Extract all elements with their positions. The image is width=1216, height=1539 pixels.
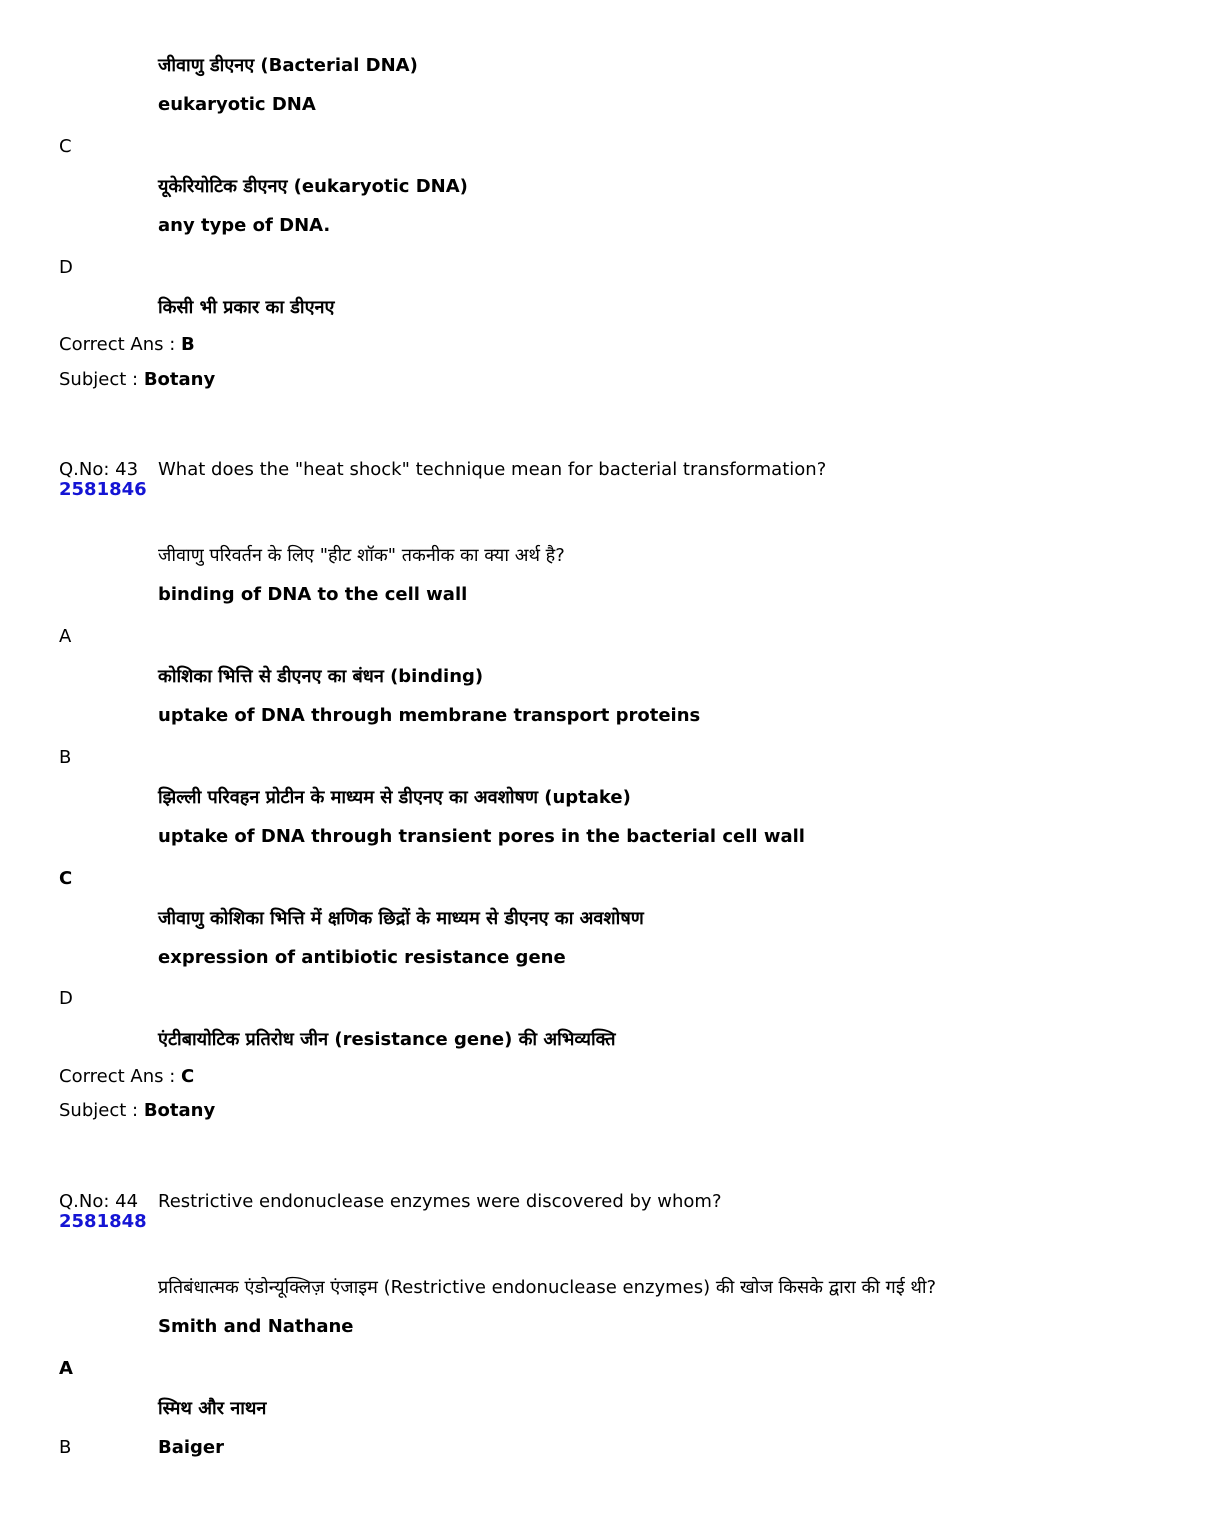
- q44-question-hindi: प्रतिबंधात्मक एंडोन्यूक्लिज़ एंजाइम (Restrictive endonuclease enzymes) की खोज किसके द्वारा की गई थी?: [158, 1277, 937, 1298]
- subject-value: Botany: [143, 1100, 216, 1121]
- q43-subject: [59, 1102, 215, 1120]
- correct-answer-label: Correct Ans :: [59, 1066, 176, 1087]
- q43-option-b-english: uptake of DNA through membrane transport proteins: [158, 705, 701, 726]
- q43-question-english: What does the "heat shock" technique mean for bacterial transformation?: [158, 459, 827, 480]
- q44-question-id: 2581848: [59, 1211, 147, 1232]
- q43-option-a-english: binding of DNA to the cell wall: [158, 584, 468, 605]
- q42-option-d-letter: D: [59, 257, 73, 278]
- q42-option-b-hindi: जीवाणु डीएनए (Bacterial DNA): [158, 55, 418, 76]
- q43-option-c-hindi: जीवाणु कोशिका भित्ति में क्षणिक छिद्रों के माध्यम से डीएनए का अवशोषण: [158, 908, 644, 929]
- q42-subject: [59, 371, 215, 389]
- subject-label: Subject :: [59, 1100, 139, 1121]
- q42-option-c-hindi: यूकेरियोटिक डीएनए (eukaryotic DNA): [158, 176, 468, 197]
- q43-question-hindi: जीवाणु परिवर्तन के लिए "हीट शॉक" तकनीक का क्या अर्थ है?: [158, 545, 565, 566]
- q43-option-d-hindi: एंटीबायोटिक प्रतिरोध जीन (resistance gene) की अभिव्यक्ति: [158, 1029, 616, 1050]
- q44-question-english: Restrictive endonuclease enzymes were discovered by whom?: [158, 1191, 722, 1212]
- q43-option-b-hindi: झिल्ली परिवहन प्रोटीन के माध्यम से डीएनए का अवशोषण (uptake): [158, 787, 631, 808]
- subject-value: Botany: [143, 369, 216, 390]
- q44-option-a-hindi: स्मिथ और नाथन: [158, 1398, 267, 1419]
- q43-option-c-english: uptake of DNA through transient pores in the bacterial cell wall: [158, 826, 805, 847]
- q43-option-a-letter: A: [59, 626, 72, 647]
- q43-option-d-english: expression of antibiotic resistance gene: [158, 947, 566, 968]
- q42-correct-answer: [59, 336, 195, 354]
- q43-question-id: 2581846: [59, 479, 147, 500]
- subject-label: Subject :: [59, 369, 139, 390]
- q43-option-d-letter: D: [59, 988, 73, 1009]
- q43-correct-answer: [59, 1068, 194, 1086]
- q42-option-c-english: eukaryotic DNA: [158, 94, 316, 115]
- q42-option-c-letter: C: [59, 136, 72, 157]
- q42-option-d-english: any type of DNA.: [158, 215, 331, 236]
- q44-option-b-english: Baiger: [158, 1437, 225, 1458]
- q43-number: Q.No: 43: [59, 459, 139, 480]
- q44-option-a-english: Smith and Nathane: [158, 1316, 354, 1337]
- q44-number: Q.No: 44: [59, 1191, 139, 1212]
- q44-option-b-letter: B: [59, 1437, 72, 1458]
- correct-answer-value: B: [181, 334, 195, 355]
- q43-option-b-letter: B: [59, 747, 72, 768]
- correct-answer-label: Correct Ans :: [59, 334, 176, 355]
- q42-option-d-hindi: किसी भी प्रकार का डीएनए: [158, 297, 335, 318]
- q44-option-a-letter: A: [59, 1358, 73, 1379]
- q43-option-a-hindi: कोशिका भित्ति से डीएनए का बंधन (binding): [158, 666, 484, 687]
- q43-option-c-letter: C: [59, 868, 73, 889]
- correct-answer-value: C: [181, 1066, 195, 1087]
